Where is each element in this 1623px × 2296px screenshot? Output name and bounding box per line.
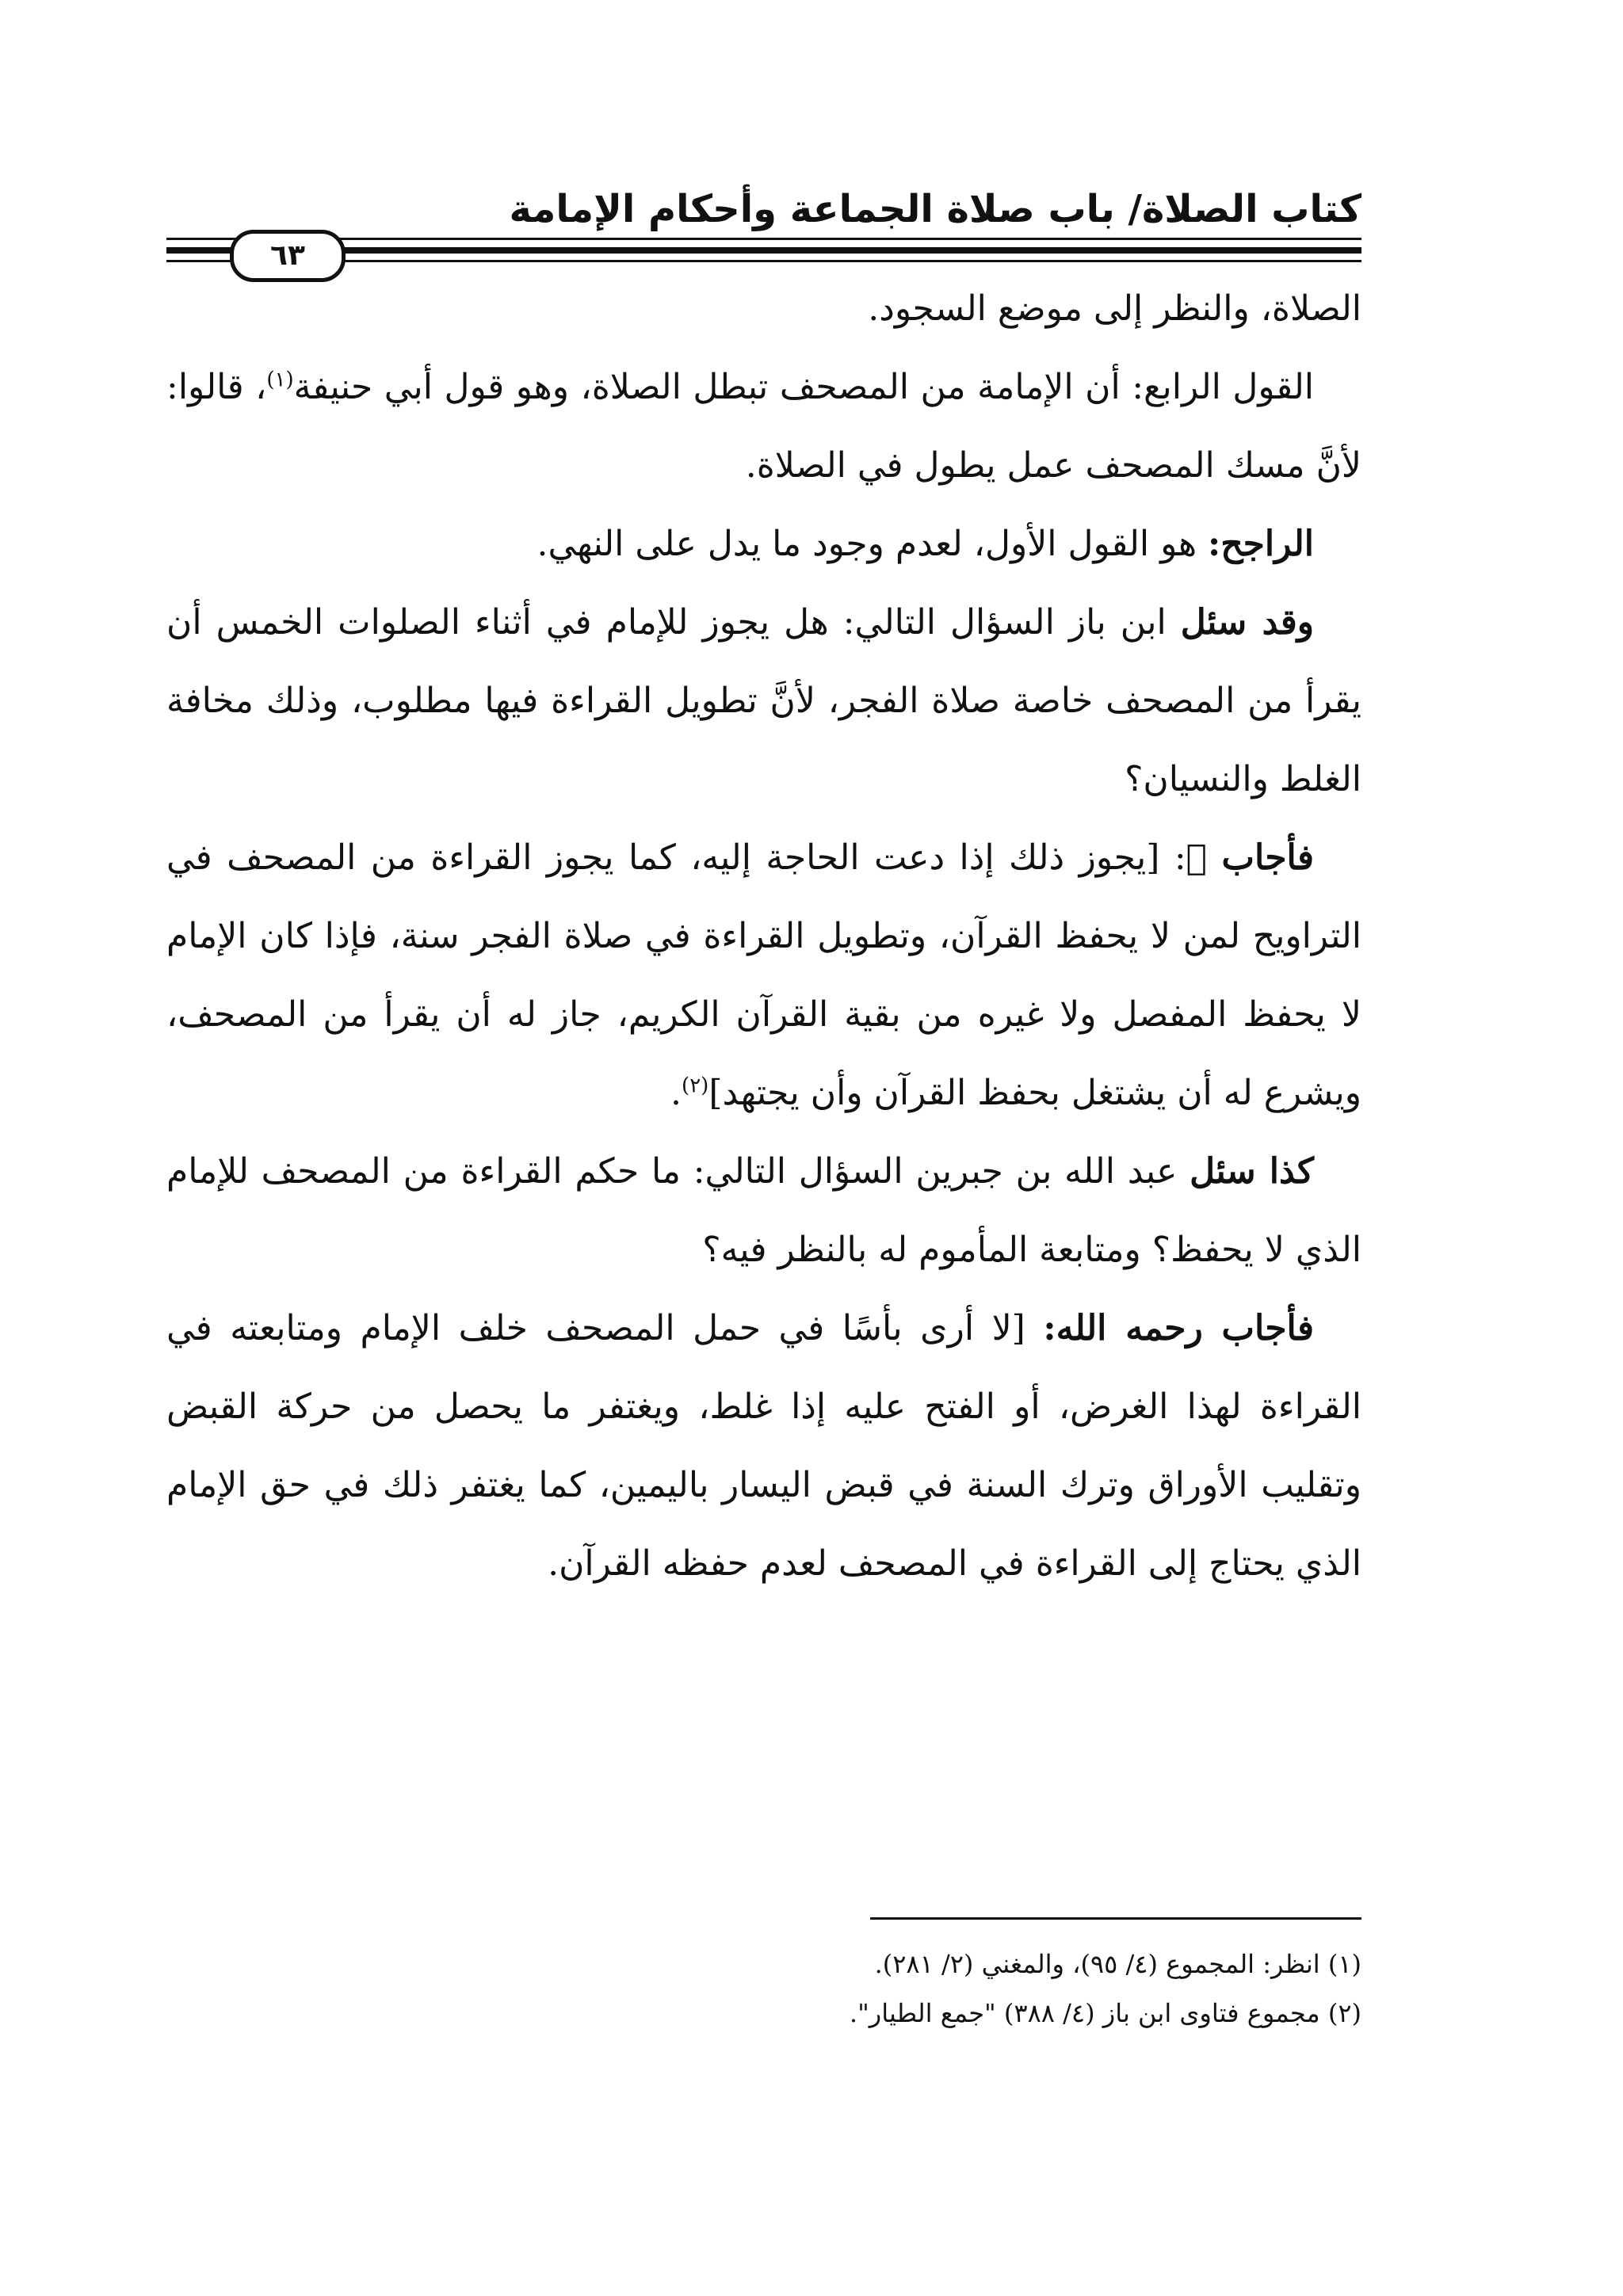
footnote-ref-1: (١)	[266, 368, 294, 392]
paragraph-7	[166, 1289, 1361, 1603]
main-body	[166, 269, 1361, 1603]
paragraph-7-text: [لا أرى بأسًا في حمل المصحف خلف الإمام ومتابعته في القراءة لهذا الغرض، أو الفتح عليه إذا غلط، ويغتفر ما يحصل من حركة القبض وتقليب الأوراق وترك السنة في قبض اليسار باليمين، كما يغتفر ذلك في حق الإمام الذي يحتاج إلى القراءة في المصحف لعدم حفظه القرآن.	[166, 1308, 1361, 1584]
header-rule-bottom	[166, 260, 1361, 262]
paragraph-3-lead: الراجح:	[1208, 524, 1314, 564]
paragraph-5	[166, 818, 1361, 1132]
header-rule-middle	[166, 247, 1361, 254]
paragraph-2-text: القول الرابع: أن الإمامة من المصحف تبطل الصلاة، وهو قول أبي حنيفة	[293, 367, 1314, 407]
paragraph-5-lead: فأجاب	[1221, 837, 1314, 878]
footnote-2: (٢) مجموع فتاوى ابن باز (٤/ ٣٨٨) "جمع الطيار".	[849, 1998, 1361, 2028]
footnote-separator	[870, 1917, 1361, 1920]
paragraph-4	[166, 583, 1361, 818]
paragraph-4-lead: وقد سئل	[1180, 602, 1314, 643]
paragraph-3-text: هو القول الأول، لعدم وجود ما يدل على النهي.	[537, 524, 1209, 564]
paragraph-6-text: عبد الله بن جبرين السؤال التالي: ما حكم القراءة من المصحف للإمام الذي لا يحفظ؟ ومتابعة المأموم له بالنظر فيه؟	[166, 1151, 1361, 1270]
paragraph-2-tail: ، قالوا: لأنَّ مسك المصحف عمل يطول في الصلاة.	[166, 367, 1361, 486]
header-rule-top	[166, 238, 1361, 240]
paragraph-2	[166, 348, 1361, 505]
paragraph-4-text: ابن باز السؤال التالي: هل يجوز للإمام في أثناء الصلوات الخمس أن يقرأ من المصحف خاصة صلاة الفجر، لأنَّ تطويل القراءة فيها مطلوب، وذلك مخافة الغلط والنسيان؟	[166, 602, 1361, 799]
footnotes	[166, 1939, 1361, 2038]
running-header-title: كتاب الصلاة/ باب صلاة الجماعة وأحكام الإمامة	[509, 187, 1361, 231]
paragraph-1	[166, 269, 1361, 348]
paragraph-5-tail: .	[670, 1073, 682, 1113]
paragraph-6-lead: كذا سئل	[1190, 1151, 1314, 1192]
page-number-badge: ٦٣	[230, 230, 346, 282]
paragraph-5-text: ﷬: [يجوز ذلك إذا دعت الحاجة إليه، كما يجوز القراءة من المصحف في التراويح لمن لا يحفظ القرآن، وتطويل القراءة في صلاة الفجر سنة، فإذا كان الإمام لا يحفظ المفصل ولا غيره من بقية القرآن الكريم، جاز له أن يقرأ من المصحف، ويشرع له أن يشتغل بحفظ القرآن وأن يجتهد]	[166, 837, 1361, 1113]
footnote-1: (١) انظر: المجموع (٤/ ٩٥)، والمغني (٢/ ٢٨١).	[874, 1949, 1361, 1979]
paragraph-1-text: الصلاة، والنظر إلى موضع السجود.	[868, 288, 1361, 329]
paragraph-3	[166, 505, 1361, 583]
paragraph-6	[166, 1132, 1361, 1289]
footnote-ref-2: (٢)	[682, 1074, 709, 1098]
paragraph-7-lead: فأجاب رحمه الله:	[1043, 1308, 1314, 1348]
